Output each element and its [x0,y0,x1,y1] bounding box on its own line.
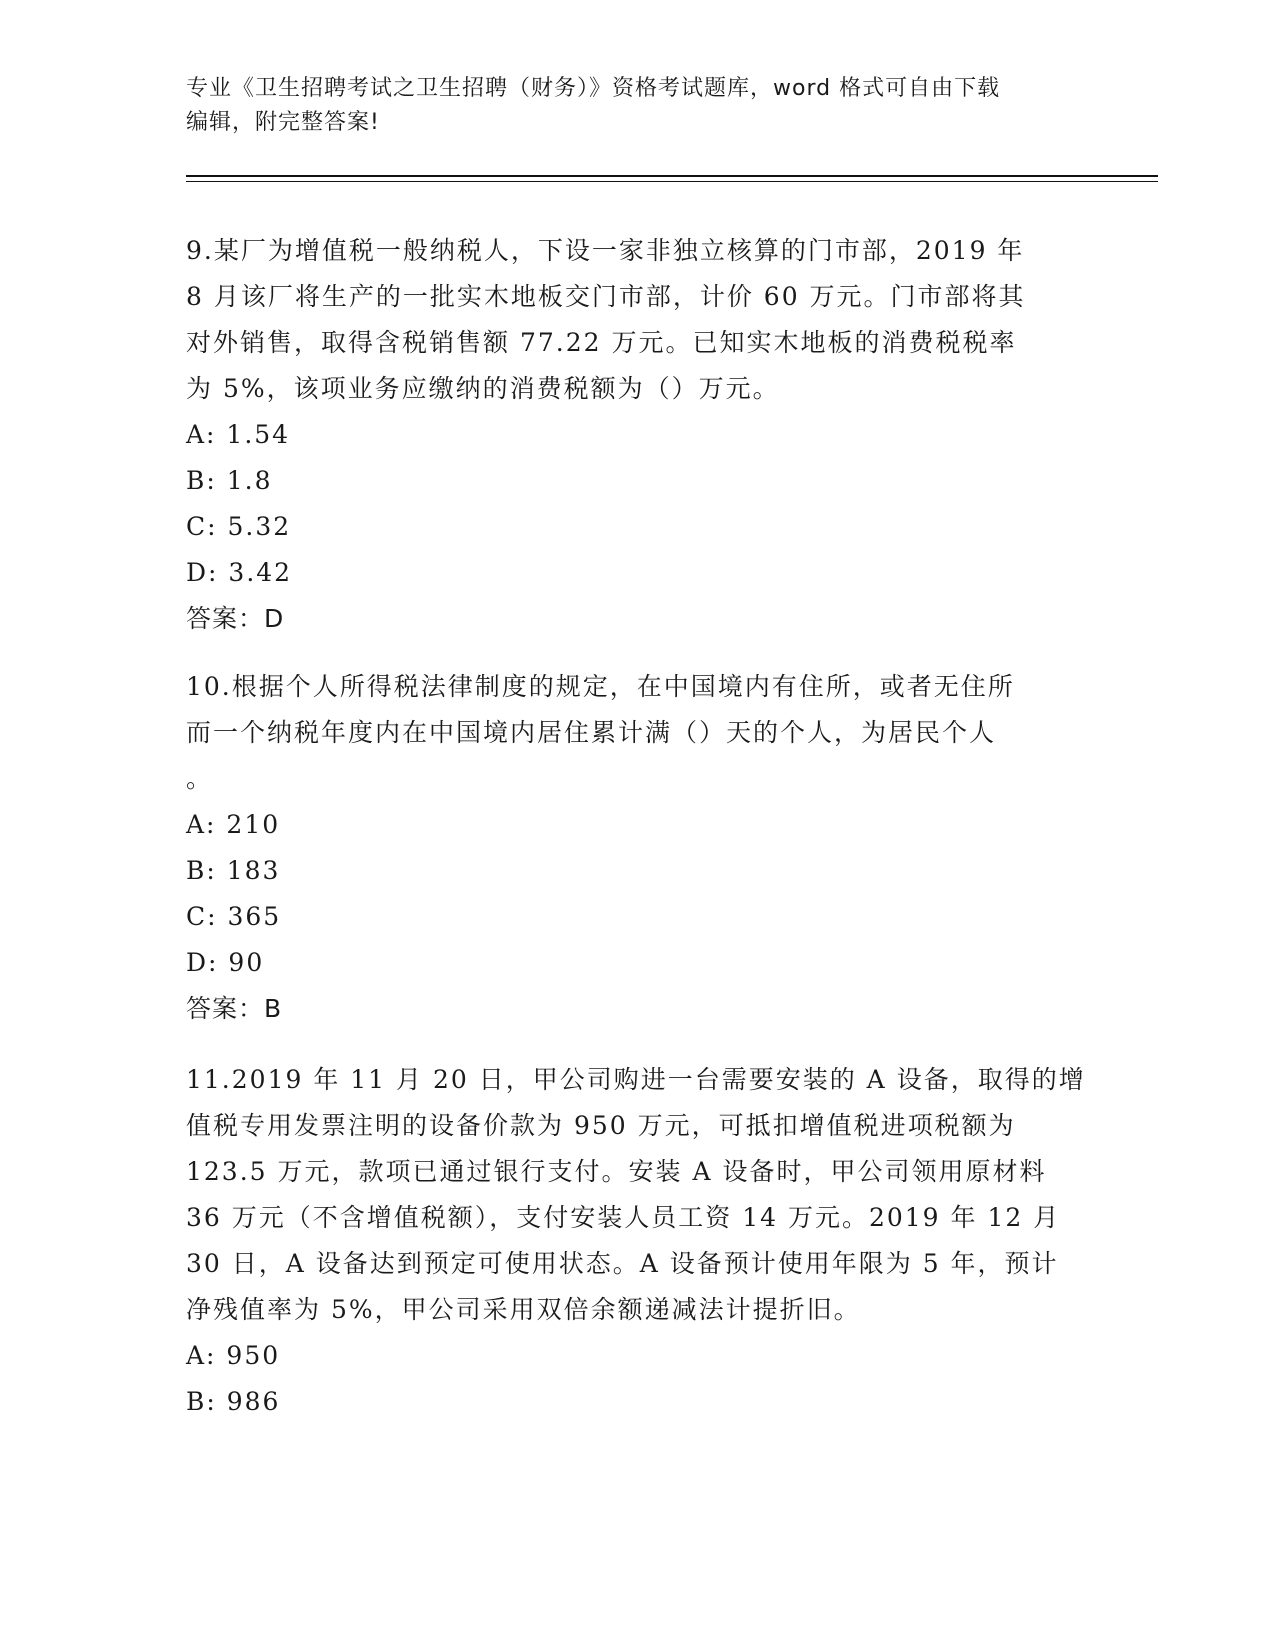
option-a: A: 950 [186,1341,281,1370]
question-text-line: 净残值率为 5%，甲公司采用双倍余额递减法计提折旧。 [186,1295,861,1324]
question-text-line: 9.某厂为增值税一般纳税人，下设一家非独立核算的门市部，2019 年 [186,236,1025,265]
answer-label: 答案：B [186,994,283,1023]
option-c: C: 365 [186,902,282,931]
header-divider-thin [186,181,1158,182]
question-10 [186,664,1086,1032]
option-a: A: 1.54 [186,420,291,449]
option-b: B: 183 [186,856,281,885]
option-d: D: 3.42 [186,558,293,587]
question-9 [186,228,1086,642]
question-text-line: 而一个纳税年度内在中国境内居住累计满（）天的个人，为居民个人 [186,718,997,747]
question-text-line: 对外销售，取得含税销售额 77.22 万元。已知实木地板的消费税税率 [186,328,1017,357]
question-text-line: 10.根据个人所得税法律制度的规定，在中国境内有住所，或者无住所 [186,672,1015,701]
question-text-line: 36 万元（不含增值税额），支付安装人员工资 14 万元。2019 年 12 月 [186,1203,1061,1232]
header-line-1: 专业《卫生招聘考试之卫生招聘（财务）》资格考试题库，word 格式可自由下载 [186,76,1001,101]
question-text [186,664,1086,802]
question-text-line: 11.2019 年 11 月 20 日，甲公司购进一台需要安装的 A 设备，取得的增 [186,1065,1086,1094]
option-c: C: 5.32 [186,512,292,541]
option-a: A: 210 [186,810,281,839]
question-text-line: 值税专用发票注明的设备价款为 950 万元，可抵扣增值税进项税额为 [186,1111,1016,1140]
question-text-line: 30 日，A 设备达到预定可使用状态。A 设备预计使用年限为 5 年，预计 [186,1249,1059,1278]
header-divider-thick [186,175,1158,177]
question-text-line: 8 月该厂将生产的一批实木地板交门市部，计价 60 万元。门市部将其 [186,282,1026,311]
question-text-line: 123.5 万元，款项已通过银行支付。安装 A 设备时，甲公司领用原材料 [186,1157,1047,1186]
question-text [186,1057,1086,1333]
option-b: B: 986 [186,1387,281,1416]
answer-label: 答案：D [186,604,285,633]
option-b: B: 1.8 [186,466,273,495]
document-header [186,72,1086,140]
question-text-line: 为 5%，该项业务应缴纳的消费税额为（）万元。 [186,374,780,403]
question-text [186,228,1086,412]
header-line-2: 编辑，附完整答案! [186,110,380,135]
option-d: D: 90 [186,948,265,977]
question-text-line: 。 [186,764,214,793]
question-11 [186,1057,1086,1425]
